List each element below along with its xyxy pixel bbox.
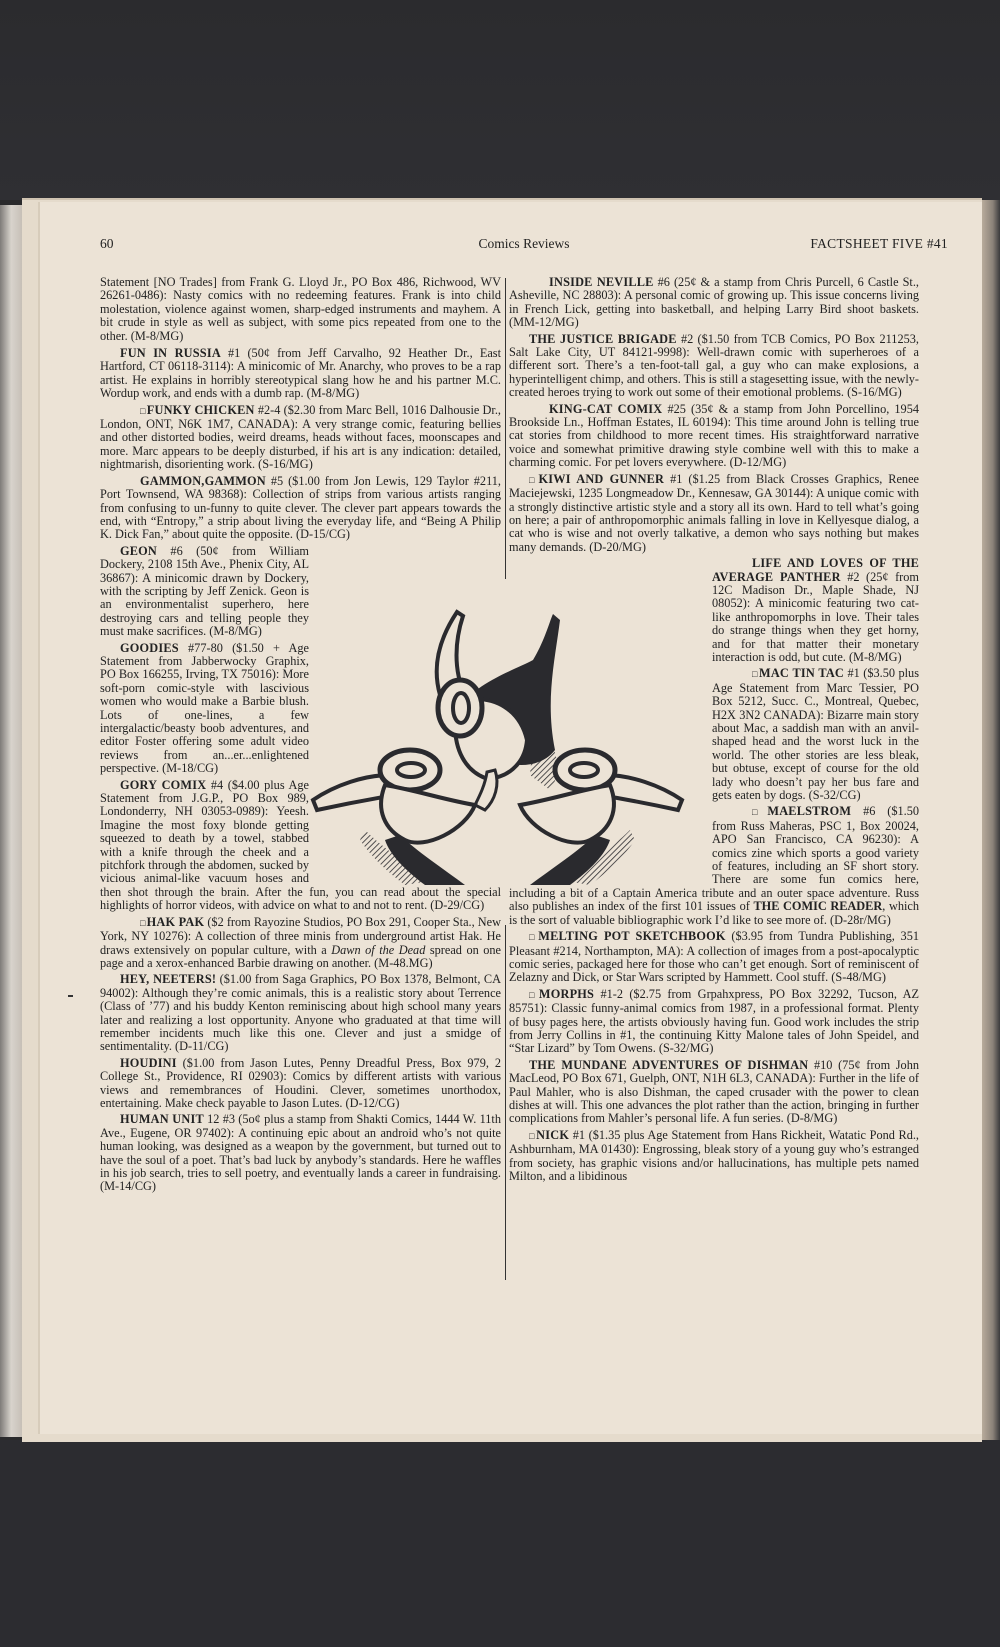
- scan-background-top: [0, 0, 1000, 200]
- italic-title: Dawn of the Dead: [331, 942, 426, 957]
- review-entry: [509, 930, 919, 985]
- review-body: #77-80 ($1.50 + Age Statement from Jabberwocky Graphix, PO Box 166255, Irving, TX 75016): More soft-porn comic-style with lascivious women who would make a Barbie blush. Lots of one-lines, a few intergalactic/beasty boob adventures, and editor Foster offering some adult video reviews from an...er...enlightened perspective. (M-18/CG): [100, 640, 309, 776]
- review-body: #1 ($3.50 plus Age Statement from Marc Tessier, PO Box 5212, Succ. C., Montreal, Quebec, H2X 3N2 CANADA): Bizarre main story about Mac, a saddish man with an anvil-shaped head and the worst luck in the world. The other stories are less bleak, but obtuse, except of course for the old lady who doesn’t pay her bus fare and gets eaten by dogs. (S-32/CG): [712, 666, 919, 803]
- review-title: □ MELTING POT SKETCHBOOK: [529, 929, 726, 943]
- review-body: ($3.95 from Tundra Publishing, 351 Pleasant #214, Northampton, MA): A collection of images from a post-apocalyptic comic series, packaged here for those who can’t get enough. Sort of reminiscent of Zelazny and Dick, or Star Wars scripted by Hammett. Cool stuff. (S-48/MG): [509, 929, 919, 985]
- review-body: #1-2 ($2.75 from Grpahxpress, PO Box 32292, Tucson, AZ 85751): Classic funny-animal comics from 1987, in a professional format. Plenty of busy pages here, the artists obviously having fun. Good work includes the strip from Jerry Collins in #1, the continuing Kitty Malone tales of John Speidel, and “Star Lizard” by Tom Owens. (S-32/MG): [509, 986, 920, 1056]
- review-body: #6 (25¢ & a stamp from Chris Purcell, 6 Castle St., Asheville, NC 28803): A personal comic of growing up. This issue concerns living in French Lick, getting into basketball, and helping Larry Bird shoot baskets. (MM-12/MG): [509, 275, 919, 330]
- review-title: GEON: [120, 543, 158, 558]
- bold-title: THE COMIC READER: [753, 899, 883, 914]
- review-title: THE JUSTICE BRIGADE: [529, 331, 677, 346]
- column-divider: [505, 925, 506, 1280]
- review-entry: [100, 475, 501, 542]
- review-body: ($1.00 from Saga Graphics, PO Box 1378, Belmont, CA 94002): Although they’re comic animals, this is a realistic story about Terrence (Class of ’77) and his buddy Kenton reminiscing about high school many years later and realizing a lost opportunity. Anyone who graduated at that time will remember incidents much like this one. Clever and just a smidge of sentimentality. (D-11/CG): [100, 972, 501, 1054]
- review-body: 12 #3 (5o¢ plus a stamp from Shakti Comics, 1444 W. 11th Ave., Eugene, OR 97402): A continuing epic about an android who’s not quite human looking, was designed as a weapon by the government, but turned out to have the soul of a poet. That’s bad luck by anybody’s standards. Here he waffles in his job search, tries to sell poetry, and eventually lands a career in fundraising. (M-14/CG): [100, 1112, 501, 1194]
- review-title: □ NICK: [529, 1128, 569, 1142]
- review-entry: [509, 473, 919, 554]
- review-title: LIFE AND LOVES OF THE AVERAGE PANTHER: [712, 556, 919, 584]
- review-entry: [100, 916, 501, 971]
- review-title: □ FUNKY CHICKEN: [140, 403, 255, 417]
- issue-label: FACTSHEET FIVE #41: [810, 236, 948, 251]
- section-title: Comics Reviews: [478, 236, 570, 251]
- scan-background-bottom: [0, 1440, 1000, 1647]
- review-title: THE MUNDANE ADVENTURES OF DISHMAN: [529, 1057, 809, 1072]
- review-title: □ HAK PAK: [140, 915, 204, 929]
- review-body: #2 ($1.50 from TCB Comics, PO Box 211253, Salt Lake City, UT 84121-9998): Well-drawn comic with superheroes of a different sort. There’s a ten-foot-tall gal, a guy who can make explosions, a hyperintelligent chimp, and others. This is still a stagesetting issue, with the newly-created heroes trying to work out some of their emotional problems. (S-16/MG): [509, 331, 919, 400]
- review-body: #1 ($1.35 plus Age Statement from Hans Rickheit, Watatic Pond Rd., Ashburnham, MA 01430): Engrossing, bleak story of a young guy who’s estranged from society, has graphic visions and/or hallucinations, has multiple pets named Milton, and a libidinous: [509, 1127, 920, 1183]
- top-figure: [437, 612, 560, 810]
- review-title: □ MORPHS: [529, 987, 594, 1001]
- review-body: spread on one page and a xerox-enhanced Barbie drawing on another. (M-48.MG): [100, 942, 501, 970]
- review-entry: [100, 347, 501, 401]
- review-body: #2-4 ($2.30 from Marc Bell, 1016 Dalhousie Dr., London, ONT, N6K 1M7, CANADA): A very strange comic, featuring bellies and other distorted bodies, weird dreams, heads without faces, moonscapes and more. Marc appears to be deeply disturbed, if his art is any indication: detailed, nightmarish, disorienting work. (S-16/MG): [100, 402, 501, 472]
- review-entry: [100, 404, 501, 472]
- review-title: KING-CAT COMIX: [549, 401, 663, 416]
- review-entry: [509, 1129, 919, 1184]
- page-binding-shadow: [982, 200, 1000, 1440]
- review-body: #25 (35¢ & a stamp from John Porcellino, 1954 Brookside Ln., Hoffman Estates, IL 60194): This time around John is telling true cat stories from childhood to more recent times. His straightforward narrative voice and somewhat primitive drawing style combine well with this to make a charming comic. For pet lovers everywhere. (D-12/MG): [509, 401, 919, 470]
- review-entry: [509, 988, 919, 1056]
- review-entry: [100, 1113, 501, 1193]
- review-entry: [100, 276, 501, 343]
- review-body: Statement [NO Trades] from Frank G. Lloyd Jr., PO Box 486, Richwood, WV 26261-0486): Nasty comics with no redeeming features. Frank is into child molestation, violence against women, sharp-edged instruments and mayhem. A bit crude in style as well as subject, with some pics repeated from one to the other. (M-8/MG): [100, 275, 501, 343]
- review-title: □ MAELSTROM: [752, 804, 851, 818]
- review-title: GOODIES: [120, 640, 179, 655]
- review-body: ($2 from Rayozine Studios, PO Box 291, Cooper Sta., New York, NY 10276): A collection of three minis from underground artist Hak. He draws extensively on popular culture, with a: [100, 914, 501, 957]
- margin-mark: [68, 995, 73, 997]
- three-figures-illustration: [305, 600, 690, 895]
- review-body: #4 ($4.00 plus Age Statement from J.G.P., PO Box 989, Londonderry, NH 03053-0989): Yeesh. Imagine the most foxy blonde getting squeezed to death by a towel, stabbed with a knife through the cheek and a pitchfork through the abdomen, sucked by vicious animal-like vacuum hoses and then shot through the brain. After the fun, you can read about the special highlights of horror videos, with advice on what to and not to rent. (D-29/CG): [100, 777, 501, 913]
- review-title: GAMMON,GAMMON: [140, 473, 266, 488]
- review-title: INSIDE NEVILLE: [549, 275, 654, 289]
- review-body: #1 (50¢ from Jeff Carvalho, 92 Heather Dr., East Hartford, CT 06118-3114): A minicomic of Mr. Anarchy, who proves to be a rap artist. He explains in horribly stereotypical slang how he and his partner M.C. Wordup work, and ends with a dumb rap. (M-8/MG): [100, 346, 501, 401]
- review-entry: [509, 333, 919, 400]
- review-body: #2 (25¢ from 12C Madison Dr., Maple Shade, NJ 08052): A minicomic featuring two cat-like anthropomorphs in love. Their tales do strange things when they get horny, and for that matter their monetary interaction is odd, but cute. (M-8/MG): [712, 569, 919, 664]
- page-number: 60: [100, 236, 114, 251]
- review-body: ($1.00 from Jason Lutes, Penny Dreadful Press, Box 979, 2 College St., Providence, RI 02903): Comics by different artists with various views and remembrances of Houdini. Clever, sometimes unorthodox, entertaining. Make check payable to Jason Lutes. (D-12/CG): [100, 1055, 501, 1110]
- review-entry: [100, 1057, 501, 1111]
- review-entry: [509, 403, 919, 470]
- review-body: #1 ($1.25 from Black Crosses Graphics, Renee Maciejewski, 1235 Longmeadow Dr., Kennesaw, GA 30144): A unique comic with a strongly distinctive artistic style and a story all its own. Hard to tell what’s going on here; a pair of anthropomorphic animals falling in love in Kellyesque dialog, a cat who is wise and not overly talkative, a demon who says nothing but makes many demands. (D-20/MG): [509, 471, 919, 554]
- review-title: FUN IN RUSSIA: [120, 346, 221, 361]
- review-title: □ KIWI AND GUNNER: [529, 472, 664, 486]
- review-body: , which is the sort of valuable bibliographic work I’d like to see more of. (D-28r/MG): [509, 899, 920, 927]
- review-entry: [509, 276, 919, 330]
- left-figure: [313, 750, 475, 885]
- review-entry: [509, 1059, 919, 1126]
- review-body: #5 ($1.00 from Jon Lewis, 129 Taylor #211, Port Townsend, WA 98368): Collection of strips from various artists ranging from confusing to un-funny to quite clever. The clever part appears towards the end, with “Entropy,” a strip about living the everyday life, and “Being A Philip K. Dick Fan,” about quite the opposite. (D-15/CG): [100, 473, 501, 542]
- review-title: HUMAN UNIT: [120, 1112, 204, 1127]
- review-title: HOUDINI: [120, 1055, 177, 1070]
- review-title: □ MAC TIN TAC: [752, 666, 844, 680]
- review-entry: [100, 973, 501, 1053]
- review-body: #6 (50¢ from William Dockery, 2108 15th Ave., Phenix City, AL 36867): A minicomic drawn by Dockery, with the scripting by Jeff Zenick. Geon is an environmentalist superhero, here destroying cars and telling people they must make sacrifices. (M-8/MG): [100, 543, 309, 639]
- review-body: #6 ($1.50 from Russ Maheras, PSC 1, Box 20024, APO San Francisco, CA 96230): A comics zine which sports a good variety of features, including an SF short story. There are some fun comics here, including a bit of a Captain America tribute and an outer space adventure. Russ also publishes an index of the first 101 issues of: [509, 804, 919, 914]
- review-title: HEY, NEETERS!: [120, 972, 217, 987]
- column-divider: [505, 278, 506, 579]
- review-title: GORY COMIX: [120, 777, 207, 792]
- running-header: [100, 236, 948, 256]
- review-body: #10 (75¢ from John MacLeod, PO Box 671, Guelph, ONT, N1H 6L3, CANADA): Further in the life of Paul Mahler, who is also Dishman, the caped crusader with the power to clean dishes at will. This one advances the plot rather than the action, bringing in further complications from Mahler’s personal life. A fun series. (D-8/MG): [509, 1057, 920, 1126]
